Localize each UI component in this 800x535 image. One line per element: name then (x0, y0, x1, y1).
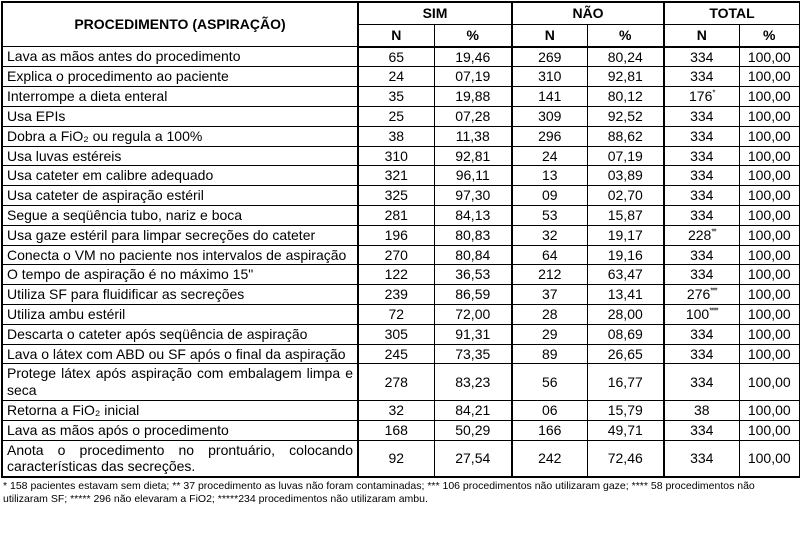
sim-pct-cell: 97,30 (434, 186, 512, 206)
procedure-cell: Protege látex após aspiração com embalagem limpa e seca (2, 364, 358, 401)
sub-header-total-n: N (664, 24, 739, 46)
nao-n-cell: 29 (512, 324, 587, 344)
procedures-table (1, 1, 800, 478)
nao-n-cell: 53 (512, 205, 587, 225)
procedure-cell: Usa cateter de aspiração estéril (2, 186, 358, 206)
nao-n-cell: 296 (512, 126, 587, 146)
sub-header-nao-n: N (512, 24, 587, 46)
sim-n-cell: 25 (358, 106, 434, 126)
nao-pct-cell: 92,81 (587, 67, 664, 87)
total-n-cell: 334 (664, 245, 739, 265)
sim-n-cell: 245 (358, 344, 434, 364)
total-pct-cell: 100,00 (739, 205, 800, 225)
procedure-cell: Utiliza SF para fluidificar as secreções (2, 285, 358, 305)
sim-pct-cell: 84,21 (434, 400, 512, 420)
sim-pct-cell: 19,88 (434, 87, 512, 107)
nao-pct-cell: 88,62 (587, 126, 664, 146)
sim-n-cell: 281 (358, 205, 434, 225)
total-pct-cell: 100,00 (739, 344, 800, 364)
sim-pct-cell: 50,29 (434, 420, 512, 440)
total-n-cell (664, 225, 739, 245)
procedure-cell: Segue a seqüência tubo, nariz e boca (2, 205, 358, 225)
total-pct-cell: 100,00 (739, 364, 800, 401)
total-n-cell (664, 87, 739, 107)
total-pct-cell: 100,00 (739, 67, 800, 87)
procedure-cell: Usa cateter em calibre adequado (2, 166, 358, 186)
table-row (2, 205, 800, 225)
table-row (2, 364, 800, 401)
nao-pct-cell: 72,46 (587, 440, 664, 477)
sub-header-sim-pct: % (434, 24, 512, 46)
nao-pct-cell: 15,87 (587, 205, 664, 225)
sim-n-cell: 32 (358, 400, 434, 420)
sim-n-cell: 168 (358, 420, 434, 440)
procedure-cell: Usa gaze estéril para limpar secreções do cateter (2, 225, 358, 245)
sim-n-cell: 270 (358, 245, 434, 265)
sim-n-cell: 72 (358, 304, 434, 324)
total-pct-cell: 100,00 (739, 440, 800, 477)
nao-pct-cell: 26,65 (587, 344, 664, 364)
sub-header-total-pct: % (739, 24, 800, 46)
total-n-cell: 334 (664, 166, 739, 186)
procedure-cell: Descarta o cateter após seqüência de aspiração (2, 324, 358, 344)
total-n-cell: 334 (664, 186, 739, 206)
total-pct-cell: 100,00 (739, 400, 800, 420)
nao-n-cell: 09 (512, 186, 587, 206)
procedure-cell: Retorna a FiO₂ inicial (2, 400, 358, 420)
nao-n-cell: 64 (512, 245, 587, 265)
sim-pct-cell: 73,35 (434, 344, 512, 364)
sim-pct-cell: 80,84 (434, 245, 512, 265)
table-row (2, 440, 800, 477)
sim-pct-cell: 92,81 (434, 146, 512, 166)
sim-pct-cell: 11,38 (434, 126, 512, 146)
sim-pct-cell: 36,53 (434, 265, 512, 285)
nao-pct-cell: 49,71 (587, 420, 664, 440)
nao-n-cell: 32 (512, 225, 587, 245)
nao-pct-cell: 02,70 (587, 186, 664, 206)
total-pct-cell: 100,00 (739, 420, 800, 440)
nao-n-cell: 242 (512, 440, 587, 477)
sim-pct-cell: 80,83 (434, 225, 512, 245)
nao-pct-cell: 28,00 (587, 304, 664, 324)
nao-n-cell: 212 (512, 265, 587, 285)
nao-pct-cell: 80,24 (587, 47, 664, 67)
sim-n-cell: 35 (358, 87, 434, 107)
table-body (2, 47, 800, 478)
total-pct-cell: 100,00 (739, 245, 800, 265)
nao-pct-cell: 15,79 (587, 400, 664, 420)
sim-pct-cell: 72,00 (434, 304, 512, 324)
total-n-cell: 334 (664, 126, 739, 146)
table-row (2, 304, 800, 324)
total-n-cell: 334 (664, 344, 739, 364)
sim-pct-cell: 91,31 (434, 324, 512, 344)
sim-pct-cell: 07,19 (434, 67, 512, 87)
table-row (2, 126, 800, 146)
sim-n-cell: 38 (358, 126, 434, 146)
table-row (2, 324, 800, 344)
nao-pct-cell: 19,17 (587, 225, 664, 245)
nao-n-cell: 309 (512, 106, 587, 126)
sim-n-cell: 24 (358, 67, 434, 87)
procedure-cell: Dobra a FiO₂ ou regula a 100% (2, 126, 358, 146)
table-row (2, 265, 800, 285)
sim-n-cell: 305 (358, 324, 434, 344)
col-header-total: TOTAL (664, 2, 800, 24)
table-row (2, 344, 800, 364)
total-footnote-marker: **** (709, 306, 718, 316)
total-pct-cell: 100,00 (739, 265, 800, 285)
group-header-row (2, 2, 800, 24)
total-pct-cell: 100,00 (739, 106, 800, 126)
table-row (2, 420, 800, 440)
procedure-cell: Explica o procedimento ao paciente (2, 67, 358, 87)
nao-pct-cell: 19,16 (587, 245, 664, 265)
nao-n-cell: 06 (512, 400, 587, 420)
total-n-cell: 334 (664, 106, 739, 126)
nao-pct-cell: 80,12 (587, 87, 664, 107)
total-pct-cell: 100,00 (739, 47, 800, 67)
total-n-cell: 334 (664, 420, 739, 440)
procedure-cell: O tempo de aspiração é no máximo 15" (2, 265, 358, 285)
total-pct-cell: 100,00 (739, 166, 800, 186)
nao-n-cell: 28 (512, 304, 587, 324)
procedure-cell: Conecta o VM no paciente nos intervalos de aspiração (2, 245, 358, 265)
total-n-cell: 38 (664, 400, 739, 420)
nao-n-cell: 37 (512, 285, 587, 305)
procedure-cell: Usa luvas estéreis (2, 146, 358, 166)
sim-pct-cell: 19,46 (434, 47, 512, 67)
table-row (2, 285, 800, 305)
sim-pct-cell: 83,23 (434, 364, 512, 401)
nao-n-cell: 310 (512, 67, 587, 87)
procedure-cell: Lava as mãos após o procedimento (2, 420, 358, 440)
total-n-cell: 334 (664, 67, 739, 87)
table-row (2, 87, 800, 107)
sub-header-sim-n: N (358, 24, 434, 46)
sim-n-cell: 278 (358, 364, 434, 401)
procedure-cell: Anota o procedimento no prontuário, colocando características das secreções. (2, 440, 358, 477)
total-footnote-marker: ** (711, 227, 716, 237)
total-pct-cell: 100,00 (739, 324, 800, 344)
table-row (2, 106, 800, 126)
nao-n-cell: 269 (512, 47, 587, 67)
col-header-procedimento: PROCEDIMENTO (ASPIRAÇÃO) (2, 2, 358, 47)
sim-n-cell: 239 (358, 285, 434, 305)
procedure-cell: Lava o látex com ABD ou SF após o final da aspiração (2, 344, 358, 364)
sim-pct-cell: 27,54 (434, 440, 512, 477)
nao-pct-cell: 13,41 (587, 285, 664, 305)
total-n-value: 228 (687, 226, 712, 243)
total-pct-cell: 100,00 (739, 87, 800, 107)
sim-pct-cell: 86,59 (434, 285, 512, 305)
total-pct-cell: 100,00 (739, 304, 800, 324)
table-row (2, 186, 800, 206)
nao-pct-cell: 07,19 (587, 146, 664, 166)
procedure-cell: Usa EPIs (2, 106, 358, 126)
nao-pct-cell: 16,77 (587, 364, 664, 401)
procedure-cell: Lava as mãos antes do procedimento (2, 47, 358, 67)
total-n-cell: 334 (664, 265, 739, 285)
sim-n-cell: 321 (358, 166, 434, 186)
total-n-value: 100 (685, 305, 710, 322)
sim-pct-cell: 96,11 (434, 166, 512, 186)
nao-n-cell: 89 (512, 344, 587, 364)
sim-pct-cell: 07,28 (434, 106, 512, 126)
total-n-cell: 334 (664, 146, 739, 166)
total-pct-cell: 100,00 (739, 146, 800, 166)
total-pct-cell: 100,00 (739, 186, 800, 206)
table-row (2, 245, 800, 265)
total-pct-cell: 100,00 (739, 225, 800, 245)
col-header-sim: SIM (358, 2, 512, 24)
col-header-nao: NÃO (512, 2, 664, 24)
footnote: * 158 pacientes estavam sem dieta; ** 37 procedimento as luvas não foram contaminadas; *** 106 procedimentos não utilizaram gaze; **** 58 procedimentos não utilizaram SF; ***** 296 não elevaram a FiO2; *****234 procedimentos não utilizaram ambu. (3, 480, 755, 506)
total-n-cell: 334 (664, 440, 739, 477)
table-row (2, 166, 800, 186)
sim-n-cell: 310 (358, 146, 434, 166)
total-n-value: 176 (689, 88, 713, 105)
total-pct-cell: 100,00 (739, 126, 800, 146)
table-row (2, 146, 800, 166)
total-pct-cell: 100,00 (739, 285, 800, 305)
total-n-cell: 334 (664, 205, 739, 225)
nao-n-cell: 56 (512, 364, 587, 401)
nao-pct-cell: 92,52 (587, 106, 664, 126)
table-header (2, 2, 800, 47)
sim-n-cell: 196 (358, 225, 434, 245)
sim-pct-cell: 84,13 (434, 205, 512, 225)
procedure-cell: Utiliza ambu estéril (2, 304, 358, 324)
nao-n-cell: 166 (512, 420, 587, 440)
sim-n-cell: 325 (358, 186, 434, 206)
sim-n-cell: 65 (358, 47, 434, 67)
total-n-cell: 334 (664, 47, 739, 67)
total-footnote-marker: *** (710, 286, 717, 296)
table-row (2, 400, 800, 420)
nao-n-cell: 13 (512, 166, 587, 186)
sub-header-nao-pct: % (587, 24, 664, 46)
table-row (2, 225, 800, 245)
total-n-cell: 334 (664, 364, 739, 401)
table-row (2, 47, 800, 67)
total-footnote-marker: * (712, 88, 715, 98)
table-row (2, 67, 800, 87)
sim-n-cell: 92 (358, 440, 434, 477)
nao-pct-cell: 03,89 (587, 166, 664, 186)
total-n-value: 276 (686, 286, 711, 303)
sim-n-cell: 122 (358, 265, 434, 285)
total-n-cell: 334 (664, 324, 739, 344)
nao-n-cell: 24 (512, 146, 587, 166)
total-n-cell (664, 304, 739, 324)
nao-pct-cell: 63,47 (587, 265, 664, 285)
total-n-cell (664, 285, 739, 305)
procedure-cell: Interrompe a dieta enteral (2, 87, 358, 107)
nao-n-cell: 141 (512, 87, 587, 107)
nao-pct-cell: 08,69 (587, 324, 664, 344)
